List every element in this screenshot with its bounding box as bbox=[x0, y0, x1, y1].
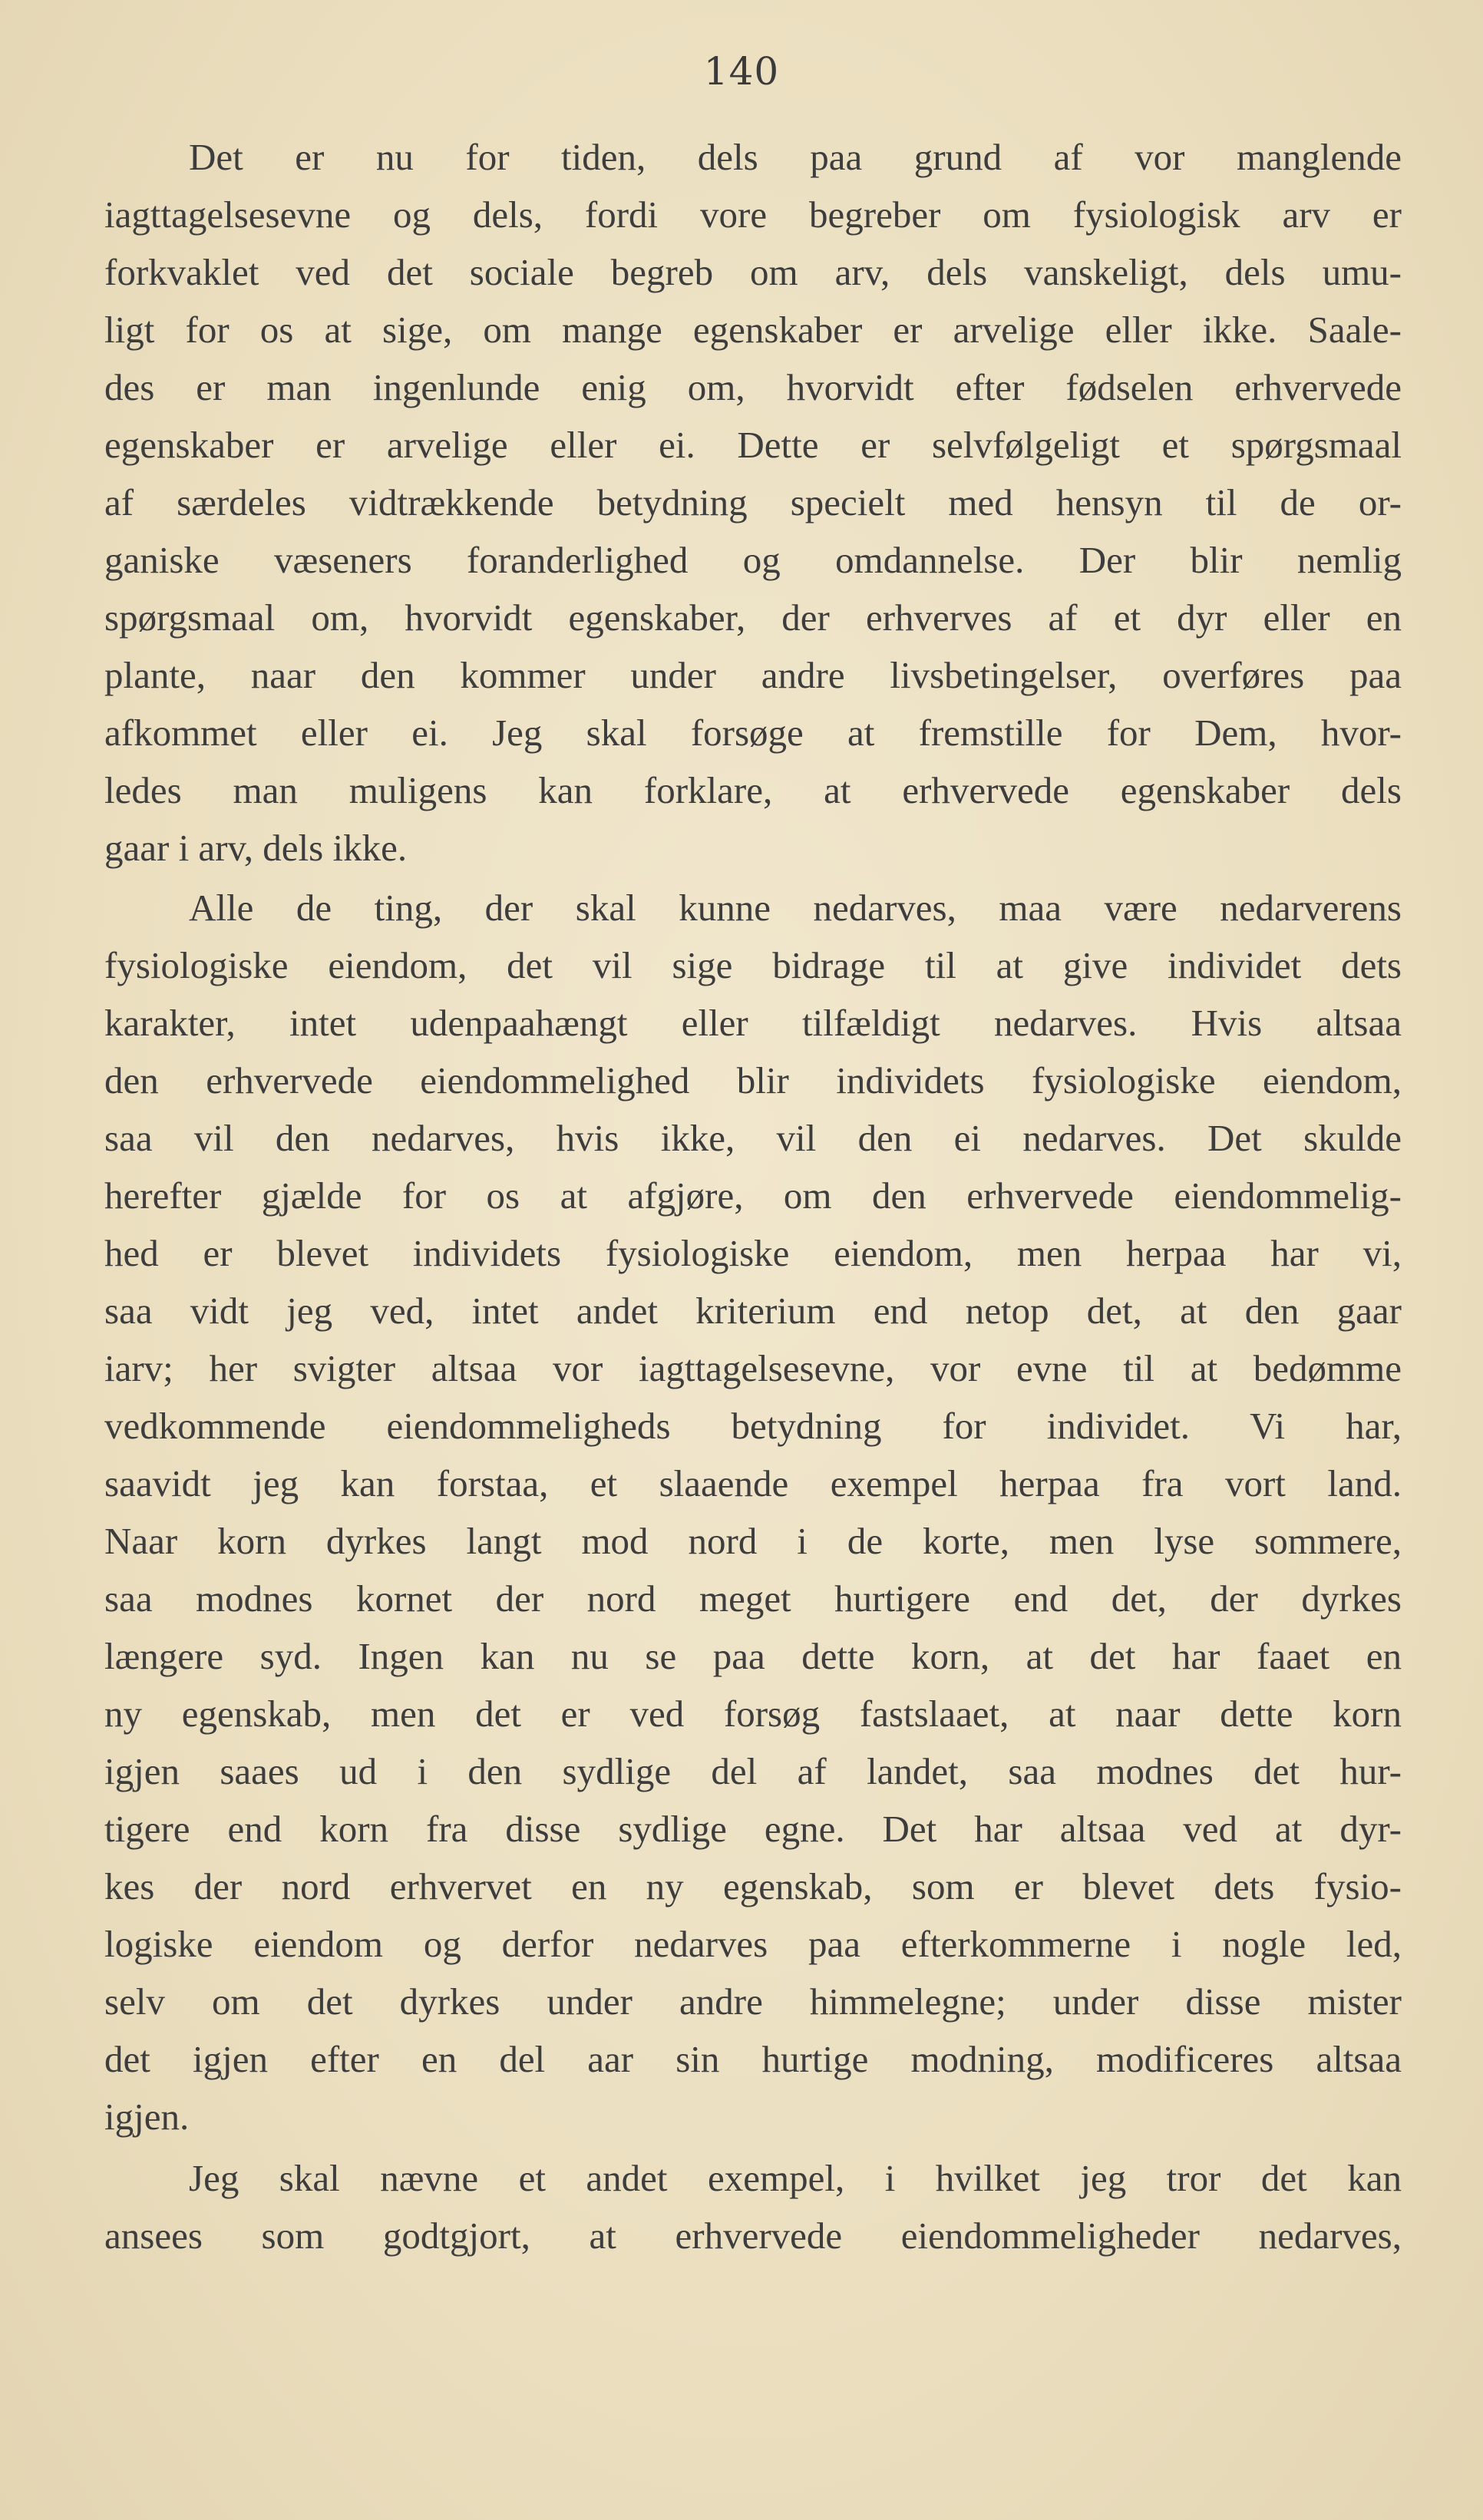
text-line: ansees som godtgjort, at erhvervede eiendommeligheder nedarves, bbox=[104, 2214, 1402, 2257]
text-line: selv om det dyrkes under andre himmelegne; under disse mister bbox=[104, 1980, 1402, 2023]
text-line: ny egenskab, men det er ved forsøg fastslaaet, at naar dette korn bbox=[104, 1693, 1402, 1735]
text-line: fysiologiske eiendom, det vil sige bidrage til at give individet dets bbox=[104, 944, 1402, 986]
text-line: egenskaber er arvelige eller ei. Dette er selvfølgeligt et spørgsmaal bbox=[104, 424, 1402, 466]
text-line: saa vil den nedarves, hvis ikke, vil den ei nedarves. Det skulde bbox=[104, 1117, 1402, 1159]
text-line: Jeg skal nævne et andet exempel, i hvilket jeg tror det kan bbox=[189, 2157, 1402, 2199]
paragraph-1 bbox=[104, 128, 1402, 877]
text-line: hed er blevet individets fysiologiske eiendom, men herpaa har vi, bbox=[104, 1232, 1402, 1274]
text-line: ligt for os at sige, om mange egenskaber er arvelige eller ikke. Saale- bbox=[104, 309, 1402, 351]
text-line: vedkommende eiendommeligheds betydning for individet. Vi har, bbox=[104, 1405, 1402, 1447]
text-line: des er man ingenlunde enig om, hvorvidt efter fødselen erhvervede bbox=[104, 366, 1402, 408]
text-line: plante, naar den kommer under andre livsbetingelser, overføres paa bbox=[104, 654, 1402, 696]
text-line: kes der nord erhvervet en ny egenskab, som er blevet dets fysio- bbox=[104, 1865, 1402, 1907]
text-line: tigere end korn fra disse sydlige egne. Det har altsaa ved at dyr- bbox=[104, 1808, 1402, 1850]
text-line: Det er nu for tiden, dels paa grund af vor manglende bbox=[189, 136, 1402, 178]
text-line: spørgsmaal om, hvorvidt egenskaber, der erhverves af et dyr eller en bbox=[104, 596, 1402, 639]
text-line: igjen saaes ud i den sydlige del af landet, saa modnes det hur- bbox=[104, 1750, 1402, 1792]
paragraph-2 bbox=[104, 879, 1402, 2145]
text-line: af særdeles vidtrækkende betydning specielt med hensyn til de or- bbox=[104, 481, 1402, 523]
text-line: længere syd. Ingen kan nu se paa dette korn, at det har faaet en bbox=[104, 1635, 1402, 1677]
paragraph-3 bbox=[104, 2149, 1402, 2264]
page-number: 140 bbox=[703, 49, 780, 94]
text-line: det igjen efter en del aar sin hurtige modning, modificeres altsaa bbox=[104, 2038, 1402, 2080]
text-line: iarv; her svigter altsaa vor iagttagelsesevne, vor evne til at bedømme bbox=[104, 1347, 1402, 1389]
text-line: saa vidt jeg ved, intet andet kriterium end netop det, at den gaar bbox=[104, 1290, 1402, 1332]
text-line: afkommet eller ei. Jeg skal forsøge at fremstille for Dem, hvor- bbox=[104, 712, 1402, 754]
text-line: herefter gjælde for os at afgjøre, om den erhvervede eiendommelig- bbox=[104, 1174, 1402, 1217]
text-line: ganiske væseners foranderlighed og omdannelse. Der blir nemlig bbox=[104, 539, 1402, 581]
text-line: iagttagelsesevne og dels, fordi vore begreber om fysiologisk arv er bbox=[104, 193, 1402, 236]
text-line: den erhvervede eiendommelighed blir individets fysiologiske eiendom, bbox=[104, 1059, 1402, 1101]
text-line: Naar korn dyrkes langt mod nord i de korte, men lyse sommere, bbox=[104, 1520, 1402, 1562]
text-line: karakter, intet udenpaahængt eller tilfældigt nedarves. Hvis altsaa bbox=[104, 1002, 1402, 1044]
text-line: ledes man muligens kan forklare, at erhvervede egenskaber dels bbox=[104, 769, 1402, 811]
text-line: forkvaklet ved det sociale begreb om arv, dels vanskeligt, dels umu- bbox=[104, 251, 1402, 293]
text-line: gaar i arv, dels ikke. bbox=[104, 827, 408, 869]
text-line: logiske eiendom og derfor nedarves paa efterkommerne i nogle led, bbox=[104, 1923, 1402, 1965]
text-line: igjen. bbox=[104, 2096, 190, 2138]
text-line: saa modnes kornet der nord meget hurtigere end det, der dyrkes bbox=[104, 1577, 1402, 1620]
text-line: Alle de ting, der skal kunne nedarves, maa være nedarverens bbox=[189, 887, 1402, 929]
text-line: saavidt jeg kan forstaa, et slaaende exempel herpaa fra vort land. bbox=[104, 1462, 1402, 1504]
